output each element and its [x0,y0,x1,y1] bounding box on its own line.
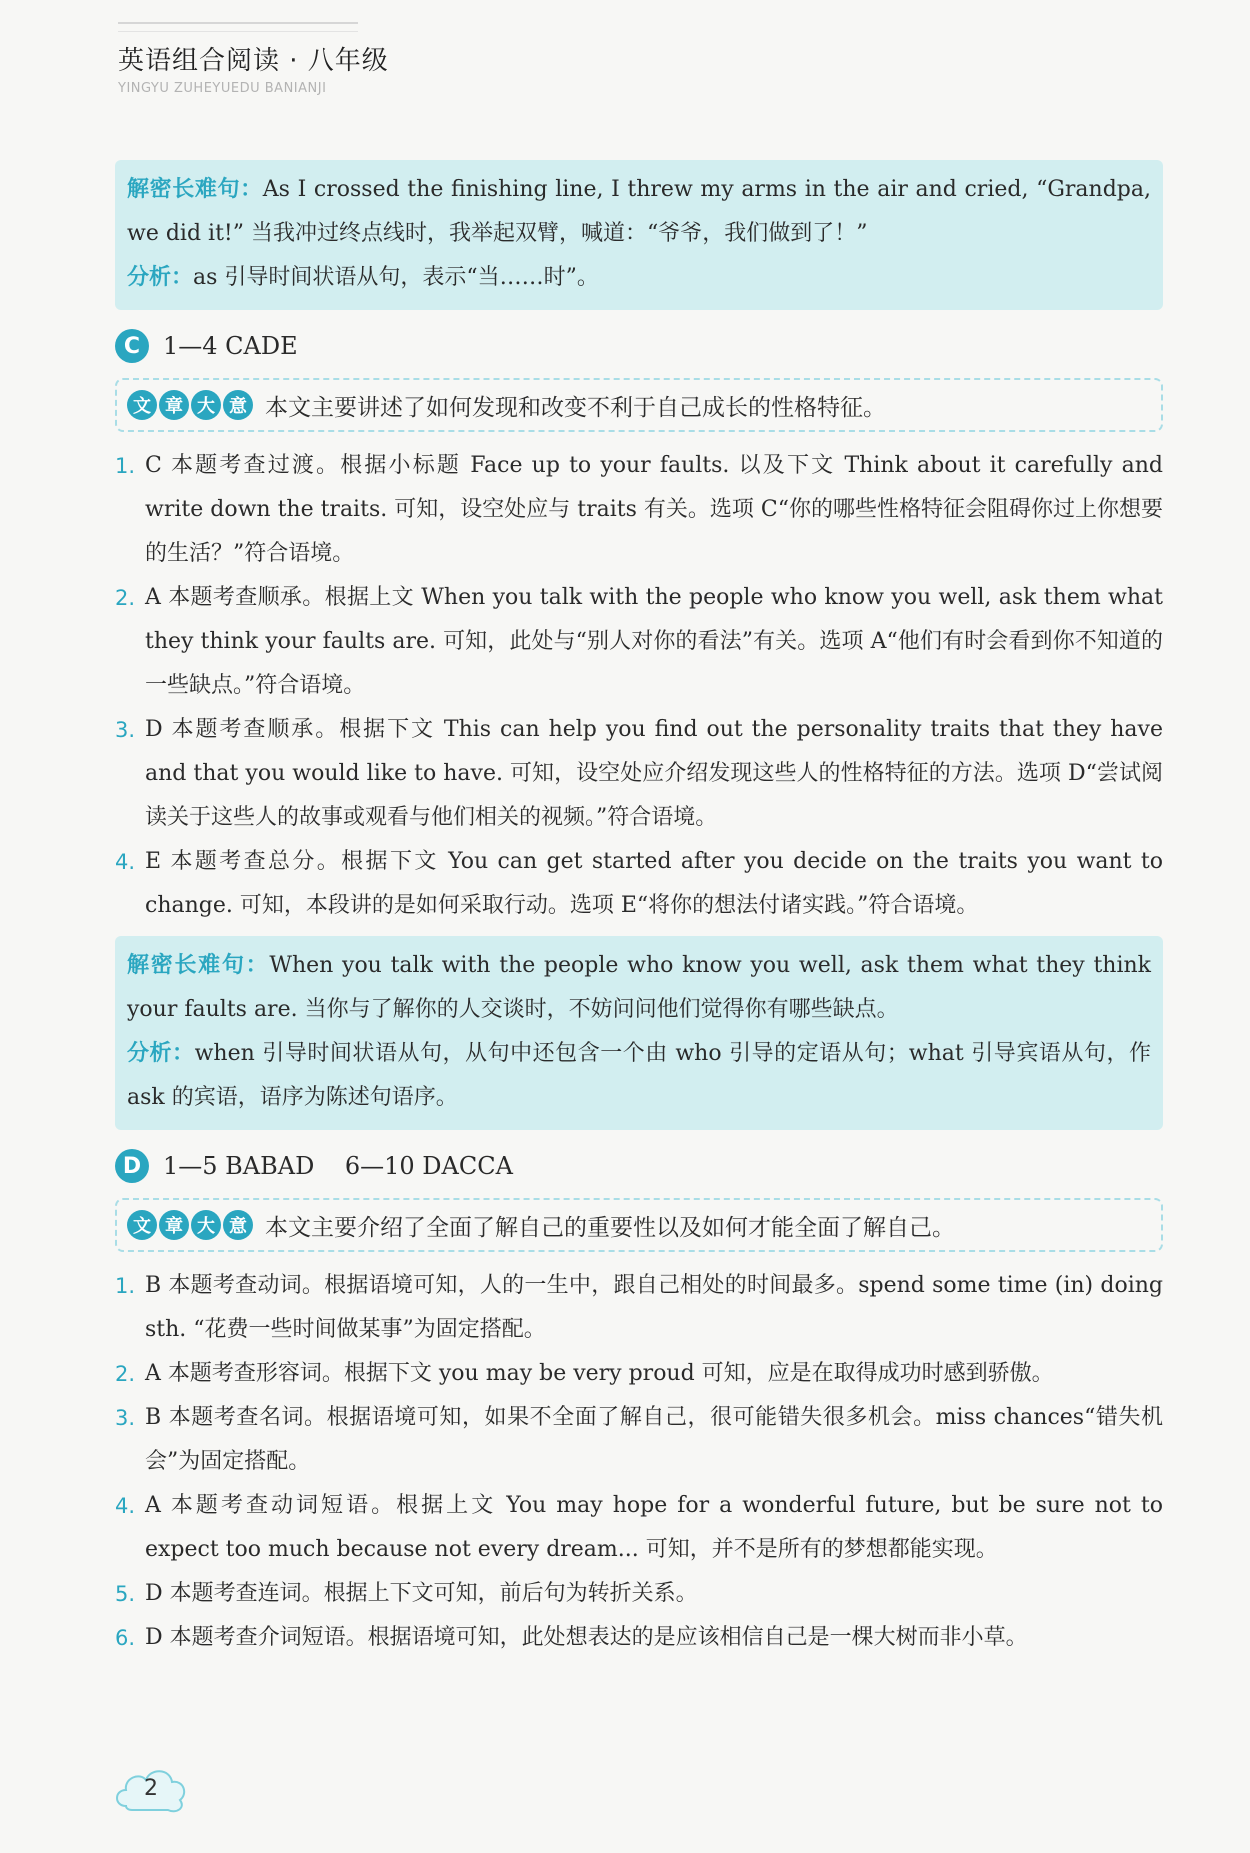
item-text: A 本题考查顺承。根据上文 When you talk with the people who know you well, ask them what they think your faults are. 可知，此处与“别人对你的看法”有关。选项 A“他们有时会看到你不知道的一些缺点。”符合语境。 [145,585,1163,698]
item-text: E 本题考查总分。根据下文 You can get started after you decide on the traits you want to change. 可知，本段讲的是如何采取行动。选项 E“将你的想法付诸实践。”符合语境。 [145,849,1163,918]
section-c-answers: 1—4 CADE [163,332,298,360]
summary-tag: 大 [191,390,221,420]
item-text: A 本题考查形容词。根据下文 you may be very proud 可知，应是在取得成功时感到骄傲。 [145,1361,1054,1386]
answer-item [115,1616,1163,1660]
sentence-text: As I crossed the finishing line, I threw my arms in the air and cried, “Grandpa, we did it!” 当我冲过终点线时，我举起双臂，喊道：“爷爷，我们做到了！” [127,177,1151,246]
analysis-text: as 引导时间状语从句，表示“当……时”。 [193,265,599,290]
page-number: 2 [144,1775,158,1801]
page-number-badge [112,1760,190,1816]
book-subtitle: YINGYU ZUHEYUEDU BANIANJI [118,81,327,96]
item-text: D 本题考查介词短语。根据语境可知，此处想表达的是应该相信自己是一棵大树而非小草。 [145,1625,1028,1650]
difficult-sentence-box [115,936,1163,1130]
sentence-label: 解密长难句： [127,953,270,978]
sentence-text: When you talk with the people who know you well, ask them what they think your faults are. 当你与了解你的人交谈时，不妨问问他们觉得你有哪些缺点。 [127,953,1151,1022]
difficult-sentence-box [115,160,1163,310]
item-number: 3. [115,1406,136,1430]
item-number: 1. [115,1274,136,1298]
item-number: 2. [115,1362,136,1386]
answer-item [115,1264,1163,1352]
summary-text: 本文主要介绍了全面了解自己的重要性以及如何才能全面了解自己。 [265,1214,955,1241]
section-c-badge: C [115,329,149,363]
sentence-label: 解密长难句： [127,177,263,202]
analysis-label: 分析： [127,1041,195,1066]
analysis-line [127,256,1151,300]
item-number: 4. [115,850,136,874]
item-number: 4. [115,1494,136,1518]
item-text: D 本题考查连词。根据上下文可知，前后句为转折关系。 [145,1581,698,1606]
answer-item [115,1484,1163,1572]
page-header [118,22,389,96]
book-title: 英语组合阅读 · 八年级 [118,46,389,76]
answer-item [115,444,1163,576]
answer-item [115,576,1163,708]
item-text: B 本题考查动词。根据语境可知，人的一生中，跟自己相处的时间最多。spend some time (in) doing sth. “花费一些时间做某事”为固定搭配。 [145,1273,1163,1342]
item-text: C 本题考查过渡。根据小标题 Face up to your faults. 以及下文 Think about it carefully and write down the traits. 可知，设空处应与 traits 有关。选项 C“你的哪些性格特征会阻碍你过上你想要的生活？”符合语境。 [145,453,1163,566]
summary-tag: 意 [223,1210,253,1240]
section-d-header [115,1144,1163,1188]
item-text: B 本题考查名词。根据语境可知，如果不全面了解自己，很可能错失很多机会。miss chances“错失机会”为固定搭配。 [145,1405,1163,1474]
section-d-badge: D [115,1149,149,1183]
summary-tag: 文 [127,1210,157,1240]
summary-tags [127,390,255,420]
summary-tag: 大 [191,1210,221,1240]
answer-item [115,1352,1163,1396]
section-c-items [115,444,1163,928]
analysis-label: 分析： [127,265,194,290]
section-c-header [115,324,1163,368]
section-d-answers: 1—5 BABAD 6—10 DACCA [163,1152,513,1180]
section-c-summary [115,378,1163,432]
item-text: D 本题考查顺承。根据下文 This can help you find out the personality traits that they have and that you would like to have. 可知，设空处应介绍发现这些人的性格特征的方法。选项 D“尝试阅读关于这些人的故事或观看与他们相关的视频。”符合语境。 [145,717,1163,830]
section-d-summary [115,1198,1163,1252]
summary-tag: 章 [159,1210,189,1240]
summary-tag: 章 [159,390,189,420]
summary-tags [127,1210,255,1240]
answer-item [115,1572,1163,1616]
item-number: 3. [115,718,136,742]
answer-item [115,840,1163,928]
summary-tag: 文 [127,390,157,420]
item-number: 6. [115,1626,136,1650]
analysis-text: when 引导时间状语从句，从句中还包含一个由 who 引导的定语从句；what 引导宾语从句，作 ask 的宾语，语序为陈述句语序。 [127,1041,1151,1110]
answer-item [115,1396,1163,1484]
sentence-line [127,168,1151,256]
item-text: A 本题考查动词短语。根据上文 You may hope for a wonderful future, but be sure not to expect too much because not every dream... 可知，并不是所有的梦想都能实现。 [145,1493,1163,1562]
item-number: 1. [115,454,136,478]
sentence-line [127,944,1151,1032]
answer-item [115,708,1163,840]
page-content [115,160,1163,1660]
summary-tag: 意 [223,390,253,420]
item-number: 2. [115,586,136,610]
item-number: 5. [115,1582,136,1606]
header-decoration [118,22,358,32]
analysis-line [127,1032,1151,1120]
summary-text: 本文主要讲述了如何发现和改变不利于自己成长的性格特征。 [265,394,886,421]
section-d-items [115,1264,1163,1660]
